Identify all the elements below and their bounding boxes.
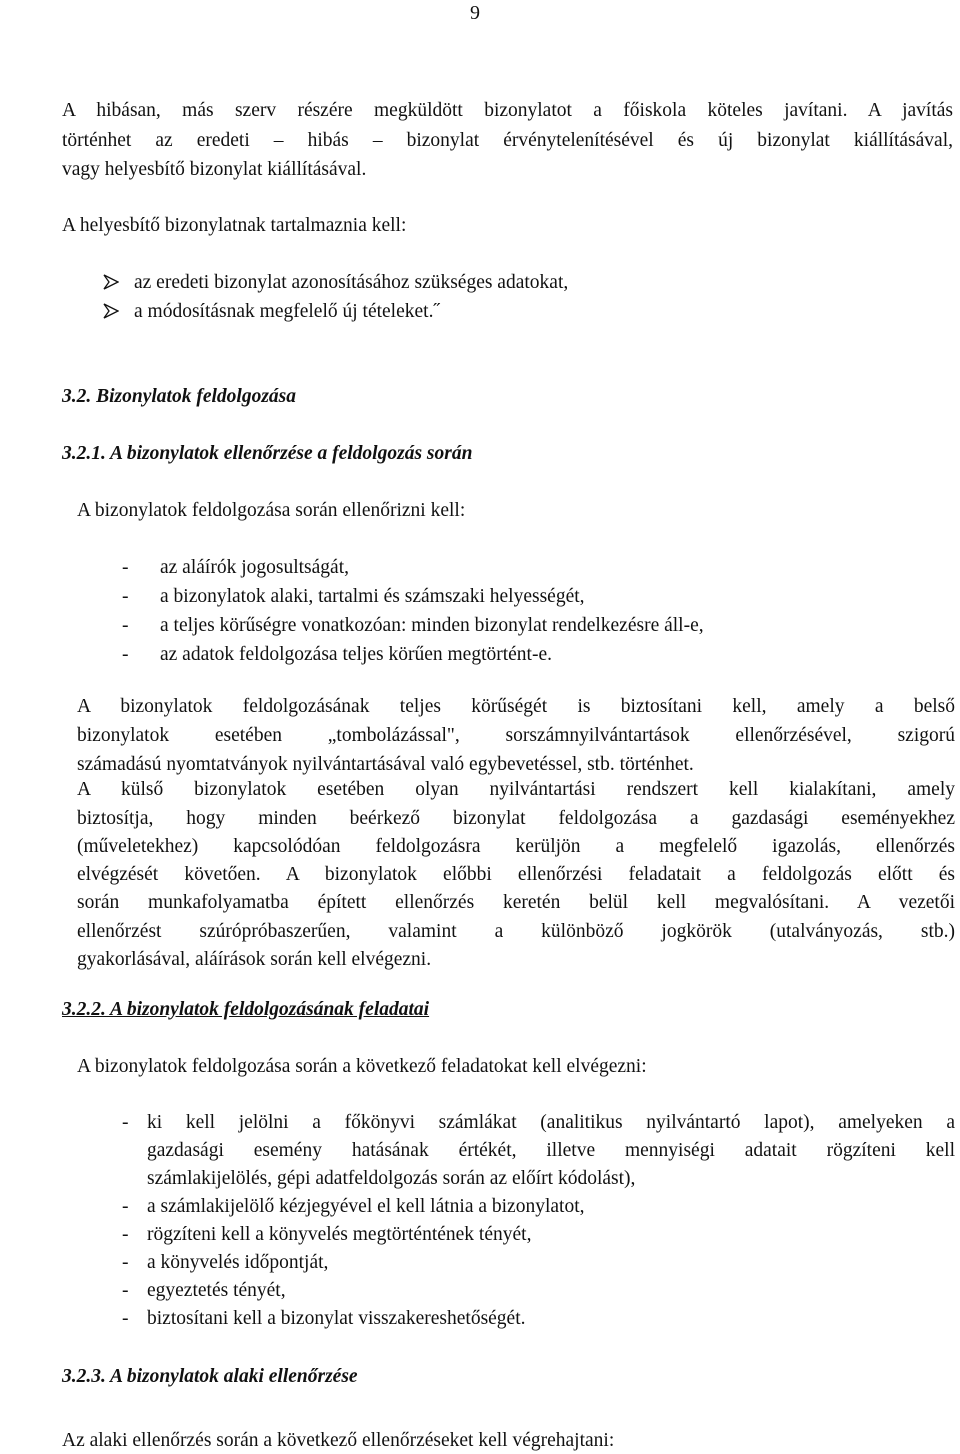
paragraph-2-line-5: során munkafolyamatba épített ellenőrzés keretén belül kell megvalósítani. A vezetői <box>77 892 955 913</box>
dash-bullet: - <box>122 1196 129 1217</box>
helyesbito-intro: A helyesbítő bizonylatnak tartalmaznia kell: <box>62 215 407 236</box>
check-item-2: a bizonylatok alaki, tartalmi és számszaki helyességét, <box>160 586 585 607</box>
intro-line-2: történhet az eredeti – hibás – bizonylat érvénytelenítésével és új bizonylat kiállításával, <box>62 130 953 151</box>
check-item-4: az adatok feldolgozása teljes körűen megtörtént-e. <box>160 644 552 665</box>
check-item-1: az aláírók jogosultságát, <box>160 557 349 578</box>
dash-bullet: - <box>122 1112 129 1133</box>
task-item-5: egyeztetés tényét, <box>147 1280 286 1301</box>
page-number: 9 <box>470 2 480 24</box>
dash-bullet: - <box>122 1280 129 1301</box>
bullet-item-1: az eredeti bizonylat azonosításához szükséges adatokat, <box>134 272 569 293</box>
task-item-6: biztosítani kell a bizonylat visszakereshetőségét. <box>147 1308 526 1329</box>
task-item-1-line-2: gazdasági esemény hatásának értékét, illetve mennyiségi adatait rögzíteni kell <box>147 1140 955 1161</box>
task-item-4: a könyvelés időpontját, <box>147 1252 329 1273</box>
bullet-item-2: a módosításnak megfelelő új tételeket.˝ <box>134 301 440 322</box>
task-item-1-line-1: ki kell jelölni a főkönyvi számlákat (analitikus nyilvántartó lapot), amelyeken a <box>147 1112 955 1133</box>
paragraph-1-line-2: bizonylatok esetében „tombolázással", sorszámnyilvántartások ellenőrzésével, szigorú <box>77 725 955 746</box>
intro-line-3: vagy helyesbítő bizonylat kiállításával. <box>62 159 367 180</box>
section-3-2-1-heading: 3.2.1. A bizonylatok ellenőrzése a feldolgozás során <box>62 443 473 464</box>
dash-bullet: - <box>122 1252 129 1273</box>
paragraph-2-line-4: elvégzését követően. A bizonylatok előbbi ellenőrzési feladatait a feldolgozás előtt és <box>77 864 955 885</box>
task-item-1-line-3: számlakijelölés, gépi adatfeldolgozás során az előírt kódolást), <box>147 1168 636 1189</box>
section-3-2-1-intro: A bizonylatok feldolgozása során ellenőrizni kell: <box>77 500 466 521</box>
dash-bullet: - <box>122 644 129 665</box>
paragraph-2-line-2: biztosítja, hogy minden beérkező bizonylat feldolgozása a gazdasági eseményekhez <box>77 808 955 829</box>
section-3-2-heading: 3.2. Bizonylatok feldolgozása <box>62 386 297 407</box>
section-3-2-2-intro: A bizonylatok feldolgozása során a következő feladatokat kell elvégezni: <box>77 1056 647 1077</box>
paragraph-2-line-3: (műveletekhez) kapcsolódóan feldolgozásra kerüljön a megfelelő igazolás, ellenőrzés <box>77 836 955 857</box>
dash-bullet: - <box>122 586 129 607</box>
arrow-bullet-icon <box>103 303 119 319</box>
task-item-2: a számlakijelölő kézjegyével el kell látnia a bizonylatot, <box>147 1196 585 1217</box>
task-item-3: rögzíteni kell a könyvelés megtörténtének tényét, <box>147 1224 532 1245</box>
section-3-2-2-heading: 3.2.2. A bizonylatok feldolgozásának feladatai <box>62 999 430 1020</box>
check-item-3: a teljes körűségre vonatkozóan: minden bizonylat rendelkezésre áll-e, <box>160 615 704 636</box>
section-3-2-3-intro: Az alaki ellenőrzés során a következő ellenőrzéseket kell végrehajtani: <box>62 1430 615 1451</box>
paragraph-2-line-7: gyakorlásával, aláírások során kell elvégezni. <box>77 949 432 970</box>
paragraph-1-line-3: számadású nyomtatványok nyilvántartásával való egybevetéssel, stb. történhet. <box>77 754 694 775</box>
paragraph-2-line-1: A külső bizonylatok esetében olyan nyilvántartási rendszert kell kialakítani, amely <box>77 779 955 800</box>
dash-bullet: - <box>122 615 129 636</box>
dash-bullet: - <box>122 1308 129 1329</box>
section-3-2-3-heading: 3.2.3. A bizonylatok alaki ellenőrzése <box>62 1366 358 1387</box>
paragraph-1-line-1: A bizonylatok feldolgozásának teljes körűségét is biztosítani kell, amely a belső <box>77 696 955 717</box>
dash-bullet: - <box>122 1224 129 1245</box>
intro-line-1: A hibásan, más szerv részére megküldött bizonylatot a főiskola köteles javítani. A javítás <box>62 100 953 121</box>
arrow-bullet-icon <box>103 274 119 290</box>
dash-bullet: - <box>122 557 129 578</box>
paragraph-2-line-6: ellenőrzést szúrópróbaszerűen, valamint a különböző jogkörök (utalványozás, stb.) <box>77 921 955 942</box>
